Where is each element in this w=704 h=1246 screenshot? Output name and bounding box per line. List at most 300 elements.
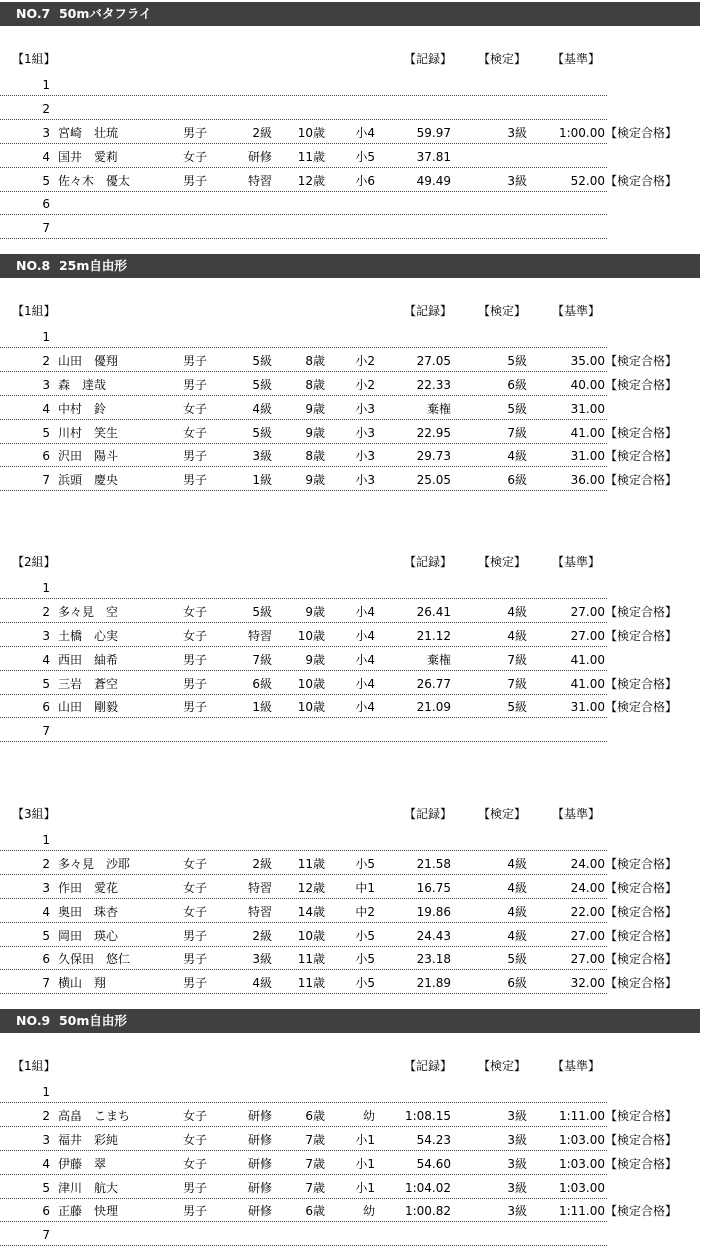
cell-name: 宮崎 壮琉	[58, 125, 119, 140]
cell-result: 【検定合格】	[605, 676, 678, 691]
cell-school: 幼	[362, 1204, 375, 1219]
cell-lane: 5	[42, 928, 50, 943]
cell-sex: 男子	[183, 976, 208, 991]
cell-record: 1:08.15	[404, 1108, 451, 1123]
cell-school: 小3	[355, 425, 375, 440]
cell-grade: 4級	[252, 401, 272, 416]
cell-name: 伊藤 翠	[58, 1156, 107, 1171]
cell-school: 小4	[355, 676, 375, 691]
cell-grade: 3級	[252, 952, 272, 967]
cell-age: 6歳	[305, 1108, 325, 1123]
cell-age: 10歳	[297, 125, 325, 140]
cell-result: 【検定合格】	[605, 628, 678, 643]
cell-test: 5級	[507, 952, 527, 967]
cell-age: 9歳	[305, 425, 325, 440]
cell-lane: 6	[42, 952, 50, 967]
cell-sex: 女子	[183, 1132, 208, 1147]
cell-record: 27.05	[416, 353, 451, 368]
cell-name: 奥田 珠杏	[58, 904, 119, 919]
cell-lane: 2	[42, 353, 50, 368]
cell-standard: 36.00	[570, 473, 605, 488]
cell-standard: 40.00	[570, 377, 605, 392]
cell-age: 11歳	[297, 976, 325, 991]
cell-name: 久保田 悠仁	[58, 952, 131, 967]
cell-lane: 1	[42, 1084, 50, 1099]
row-divider	[0, 622, 607, 623]
group-label: 【3組】	[12, 807, 56, 821]
cell-sex: 男子	[183, 125, 208, 140]
cell-sex: 女子	[183, 1156, 208, 1171]
cell-sex: 女子	[183, 149, 208, 164]
cell-record: 37.81	[416, 149, 451, 164]
cell-standard: 1:03.00	[558, 1156, 605, 1171]
cell-test: 4級	[507, 928, 527, 943]
group-label: 【1組】	[12, 1059, 56, 1073]
row-divider	[0, 371, 607, 372]
cell-grade: 研修	[247, 149, 272, 164]
row-divider	[0, 1221, 607, 1222]
cell-school: 中2	[355, 904, 375, 919]
cell-school: 小3	[355, 449, 375, 464]
cell-age: 7歳	[305, 1180, 325, 1195]
cell-name: 三岩 蒼空	[58, 676, 119, 691]
cell-school: 小1	[355, 1132, 375, 1147]
cell-lane: 3	[42, 1132, 50, 1147]
cell-result: 【検定合格】	[605, 700, 678, 715]
cell-age: 11歳	[297, 149, 325, 164]
cell-test: 4級	[507, 604, 527, 619]
cell-school: 小5	[355, 856, 375, 871]
cell-lane: 4	[42, 149, 50, 164]
cell-name: 国井 愛莉	[58, 149, 119, 164]
cell-grade: 4級	[252, 976, 272, 991]
cell-test: 7級	[507, 425, 527, 440]
cell-test: 3級	[507, 173, 527, 188]
row-divider	[0, 1150, 607, 1151]
cell-lane: 1	[42, 77, 50, 92]
cell-name: 福井 彩純	[58, 1132, 119, 1147]
cell-standard: 31.00	[570, 449, 605, 464]
cell-test: 6級	[507, 976, 527, 991]
cell-standard: 24.00	[570, 880, 605, 895]
cell-school: 小2	[355, 353, 375, 368]
cell-sex: 女子	[183, 904, 208, 919]
cell-grade: 2級	[252, 856, 272, 871]
cell-record: 1:04.02	[404, 1180, 451, 1195]
cell-test: 4級	[507, 904, 527, 919]
column-header-standard: 【基準】	[552, 304, 601, 318]
row-divider	[0, 898, 607, 899]
cell-grade: 研修	[247, 1180, 272, 1195]
cell-record: 29.73	[416, 449, 451, 464]
cell-lane: 1	[42, 580, 50, 595]
cell-name: 高畠 こまち	[58, 1108, 131, 1123]
cell-name: 山田 優翔	[58, 353, 119, 368]
row-divider	[0, 694, 607, 695]
cell-result: 【検定合格】	[605, 1132, 678, 1147]
cell-grade: 研修	[247, 1132, 272, 1147]
column-header-test: 【検定】	[478, 807, 527, 821]
cell-school: 小1	[355, 1156, 375, 1171]
cell-standard: 27.00	[570, 628, 605, 643]
cell-grade: 7級	[252, 652, 272, 667]
cell-result: 【検定合格】	[605, 125, 678, 140]
cell-test: 6級	[507, 473, 527, 488]
cell-result: 【検定合格】	[605, 976, 678, 991]
cell-record: 21.89	[416, 976, 451, 991]
cell-age: 8歳	[305, 377, 325, 392]
cell-name: 佐々木 優太	[58, 173, 131, 188]
row-divider	[0, 443, 607, 444]
cell-standard: 41.00	[570, 425, 605, 440]
cell-school: 小5	[355, 952, 375, 967]
cell-standard: 24.00	[570, 856, 605, 871]
cell-school: 小5	[355, 928, 375, 943]
row-divider	[0, 1126, 607, 1127]
group-label: 【1組】	[12, 304, 56, 318]
cell-result: 【検定合格】	[605, 353, 678, 368]
cell-age: 6歳	[305, 1204, 325, 1219]
cell-lane: 2	[42, 856, 50, 871]
cell-standard: 1:00.00	[558, 125, 605, 140]
row-divider	[0, 143, 607, 144]
cell-sex: 男子	[183, 928, 208, 943]
event-title: NO.9 50m自由形	[0, 1009, 700, 1033]
row-divider	[0, 347, 607, 348]
event-title: NO.8 25m自由形	[0, 254, 700, 278]
cell-lane: 4	[42, 652, 50, 667]
cell-standard: 52.00	[570, 173, 605, 188]
cell-sex: 女子	[183, 401, 208, 416]
row-divider	[0, 419, 607, 420]
cell-name: 西田 紬希	[58, 652, 119, 667]
cell-standard: 27.00	[570, 604, 605, 619]
cell-lane: 2	[42, 604, 50, 619]
cell-grade: 特習	[247, 904, 272, 919]
cell-lane: 4	[42, 1156, 50, 1171]
cell-age: 10歳	[297, 676, 325, 691]
cell-test: 5級	[507, 700, 527, 715]
cell-record: 49.49	[416, 173, 451, 188]
cell-result: 【検定合格】	[605, 604, 678, 619]
cell-test: 4級	[507, 449, 527, 464]
cell-lane: 4	[42, 401, 50, 416]
cell-school: 小4	[355, 652, 375, 667]
cell-school: 小5	[355, 149, 375, 164]
cell-sex: 男子	[183, 1180, 208, 1195]
cell-lane: 2	[42, 1108, 50, 1123]
cell-lane: 7	[42, 724, 50, 739]
cell-test: 5級	[507, 353, 527, 368]
cell-age: 8歳	[305, 353, 325, 368]
cell-name: 森 達哉	[58, 377, 107, 392]
cell-age: 7歳	[305, 1156, 325, 1171]
cell-school: 幼	[362, 1108, 375, 1123]
cell-age: 9歳	[305, 604, 325, 619]
cell-lane: 6	[42, 700, 50, 715]
cell-school: 小4	[355, 125, 375, 140]
group-label: 【1組】	[12, 52, 56, 66]
cell-lane: 3	[42, 125, 50, 140]
cell-sex: 男子	[183, 449, 208, 464]
cell-test: 3級	[507, 1132, 527, 1147]
cell-standard: 22.00	[570, 904, 605, 919]
cell-record: 棄権	[426, 401, 451, 416]
cell-school: 小3	[355, 473, 375, 488]
row-divider	[0, 670, 607, 671]
cell-lane: 5	[42, 676, 50, 691]
cell-sex: 女子	[183, 604, 208, 619]
cell-record: 24.43	[416, 928, 451, 943]
cell-grade: 3級	[252, 449, 272, 464]
cell-age: 10歳	[297, 928, 325, 943]
cell-result: 【検定合格】	[605, 425, 678, 440]
cell-age: 11歳	[297, 952, 325, 967]
row-divider	[0, 95, 607, 96]
column-header-standard: 【基準】	[552, 52, 601, 66]
cell-result: 【検定合格】	[605, 904, 678, 919]
cell-name: 岡田 瑛心	[58, 928, 119, 943]
cell-name: 山田 剛毅	[58, 700, 119, 715]
cell-lane: 6	[42, 1204, 50, 1219]
cell-record: 21.58	[416, 856, 451, 871]
cell-name: 沢田 陽斗	[58, 449, 119, 464]
cell-record: 59.97	[416, 125, 451, 140]
cell-result: 【検定合格】	[605, 952, 678, 967]
cell-test: 7級	[507, 652, 527, 667]
row-divider	[0, 1198, 607, 1199]
cell-age: 8歳	[305, 449, 325, 464]
cell-lane: 1	[42, 832, 50, 847]
cell-name: 正藤 快理	[58, 1204, 119, 1219]
cell-grade: 研修	[247, 1204, 272, 1219]
cell-lane: 5	[42, 1180, 50, 1195]
row-divider	[0, 946, 607, 947]
cell-school: 小3	[355, 401, 375, 416]
cell-standard: 41.00	[570, 676, 605, 691]
cell-test: 7級	[507, 676, 527, 691]
column-header-record: 【記録】	[404, 807, 453, 821]
cell-age: 14歳	[297, 904, 325, 919]
row-divider	[0, 850, 607, 851]
cell-grade: 2級	[252, 928, 272, 943]
cell-grade: 特習	[247, 880, 272, 895]
column-header-test: 【検定】	[478, 555, 527, 569]
cell-lane: 7	[42, 1228, 50, 1243]
cell-age: 12歳	[297, 880, 325, 895]
event-title: NO.7 50mバタフライ	[0, 2, 700, 26]
cell-sex: 男子	[183, 353, 208, 368]
cell-result: 【検定合格】	[605, 473, 678, 488]
cell-age: 9歳	[305, 473, 325, 488]
cell-lane: 7	[42, 473, 50, 488]
cell-test: 4級	[507, 880, 527, 895]
cell-standard: 1:11.00	[558, 1108, 605, 1123]
cell-lane: 7	[42, 221, 50, 236]
cell-sex: 女子	[183, 628, 208, 643]
row-divider	[0, 993, 607, 994]
row-divider	[0, 969, 607, 970]
cell-sex: 男子	[183, 676, 208, 691]
column-header-standard: 【基準】	[552, 807, 601, 821]
column-header-record: 【記録】	[404, 1059, 453, 1073]
cell-record: 21.09	[416, 700, 451, 715]
cell-age: 11歳	[297, 856, 325, 871]
cell-age: 10歳	[297, 700, 325, 715]
row-divider	[0, 717, 607, 718]
cell-test: 3級	[507, 1108, 527, 1123]
row-divider	[0, 466, 607, 467]
cell-lane: 3	[42, 377, 50, 392]
column-header-record: 【記録】	[404, 52, 453, 66]
cell-name: 作田 愛花	[58, 880, 119, 895]
cell-record: 19.86	[416, 904, 451, 919]
cell-record: 54.60	[416, 1156, 451, 1171]
cell-result: 【検定合格】	[605, 1156, 678, 1171]
cell-standard: 35.00	[570, 353, 605, 368]
cell-grade: 5級	[252, 353, 272, 368]
row-divider	[0, 646, 607, 647]
cell-standard: 31.00	[570, 401, 605, 416]
cell-test: 6級	[507, 377, 527, 392]
cell-school: 中1	[355, 880, 375, 895]
cell-record: 22.33	[416, 377, 451, 392]
cell-grade: 研修	[247, 1108, 272, 1123]
cell-sex: 男子	[183, 952, 208, 967]
cell-name: 川村 笑生	[58, 425, 119, 440]
row-divider	[0, 191, 607, 192]
cell-school: 小6	[355, 173, 375, 188]
column-header-record: 【記録】	[404, 555, 453, 569]
cell-grade: 特習	[247, 628, 272, 643]
cell-result: 【検定合格】	[605, 928, 678, 943]
cell-grade: 特習	[247, 173, 272, 188]
cell-result: 【検定合格】	[605, 377, 678, 392]
cell-record: 1:00.82	[404, 1204, 451, 1219]
cell-result: 【検定合格】	[605, 1108, 678, 1123]
cell-test: 4級	[507, 628, 527, 643]
cell-sex: 男子	[183, 1204, 208, 1219]
cell-standard: 32.00	[570, 976, 605, 991]
cell-sex: 女子	[183, 1108, 208, 1123]
cell-standard: 1:03.00	[558, 1132, 605, 1147]
row-divider	[0, 167, 607, 168]
cell-grade: 6級	[252, 676, 272, 691]
cell-age: 12歳	[297, 173, 325, 188]
cell-standard: 1:11.00	[558, 1204, 605, 1219]
cell-grade: 5級	[252, 425, 272, 440]
cell-lane: 5	[42, 425, 50, 440]
row-divider	[0, 1174, 607, 1175]
cell-lane: 5	[42, 173, 50, 188]
cell-result: 【検定合格】	[605, 856, 678, 871]
cell-name: 浜頭 慶央	[58, 473, 119, 488]
cell-test: 3級	[507, 125, 527, 140]
cell-lane: 1	[42, 329, 50, 344]
cell-record: 22.95	[416, 425, 451, 440]
column-header-standard: 【基準】	[552, 555, 601, 569]
cell-grade: 1級	[252, 473, 272, 488]
cell-lane: 3	[42, 628, 50, 643]
cell-result: 【検定合格】	[605, 1204, 678, 1219]
cell-name: 多々見 沙耶	[58, 856, 131, 871]
group-label: 【2組】	[12, 555, 56, 569]
cell-lane: 6	[42, 449, 50, 464]
cell-standard: 31.00	[570, 700, 605, 715]
cell-record: 16.75	[416, 880, 451, 895]
cell-sex: 男子	[183, 700, 208, 715]
cell-name: 多々見 空	[58, 604, 119, 619]
cell-record: 棄権	[426, 652, 451, 667]
cell-record: 25.05	[416, 473, 451, 488]
cell-grade: 研修	[247, 1156, 272, 1171]
row-divider	[0, 1102, 607, 1103]
cell-record: 54.23	[416, 1132, 451, 1147]
cell-result: 【検定合格】	[605, 173, 678, 188]
cell-test: 3級	[507, 1204, 527, 1219]
row-divider	[0, 238, 607, 239]
cell-result: 【検定合格】	[605, 449, 678, 464]
cell-school: 小4	[355, 604, 375, 619]
cell-grade: 2級	[252, 125, 272, 140]
cell-age: 9歳	[305, 401, 325, 416]
cell-school: 小4	[355, 700, 375, 715]
cell-lane: 7	[42, 976, 50, 991]
cell-standard: 41.00	[570, 652, 605, 667]
cell-record: 26.41	[416, 604, 451, 619]
column-header-test: 【検定】	[478, 304, 527, 318]
cell-lane: 6	[42, 197, 50, 212]
cell-standard: 1:03.00	[558, 1180, 605, 1195]
cell-test: 5級	[507, 401, 527, 416]
column-header-test: 【検定】	[478, 52, 527, 66]
cell-age: 7歳	[305, 1132, 325, 1147]
row-divider	[0, 741, 607, 742]
column-header-record: 【記録】	[404, 304, 453, 318]
cell-sex: 男子	[183, 377, 208, 392]
cell-school: 小5	[355, 976, 375, 991]
cell-test: 3級	[507, 1156, 527, 1171]
row-divider	[0, 395, 607, 396]
cell-lane: 2	[42, 101, 50, 116]
cell-result: 【検定合格】	[605, 880, 678, 895]
cell-name: 中村 鈴	[58, 401, 107, 416]
cell-standard: 27.00	[570, 952, 605, 967]
cell-test: 3級	[507, 1180, 527, 1195]
row-divider	[0, 598, 607, 599]
cell-sex: 女子	[183, 425, 208, 440]
cell-sex: 男子	[183, 173, 208, 188]
column-header-standard: 【基準】	[552, 1059, 601, 1073]
cell-age: 9歳	[305, 652, 325, 667]
cell-record: 21.12	[416, 628, 451, 643]
cell-name: 津川 航大	[58, 1180, 119, 1195]
cell-grade: 5級	[252, 377, 272, 392]
cell-standard: 27.00	[570, 928, 605, 943]
column-header-test: 【検定】	[478, 1059, 527, 1073]
cell-sex: 女子	[183, 880, 208, 895]
cell-school: 小4	[355, 628, 375, 643]
cell-record: 26.77	[416, 676, 451, 691]
cell-school: 小1	[355, 1180, 375, 1195]
cell-name: 土橋 心実	[58, 628, 119, 643]
cell-school: 小2	[355, 377, 375, 392]
cell-grade: 1級	[252, 700, 272, 715]
cell-age: 10歳	[297, 628, 325, 643]
row-divider	[0, 214, 607, 215]
row-divider	[0, 490, 607, 491]
cell-sex: 女子	[183, 856, 208, 871]
